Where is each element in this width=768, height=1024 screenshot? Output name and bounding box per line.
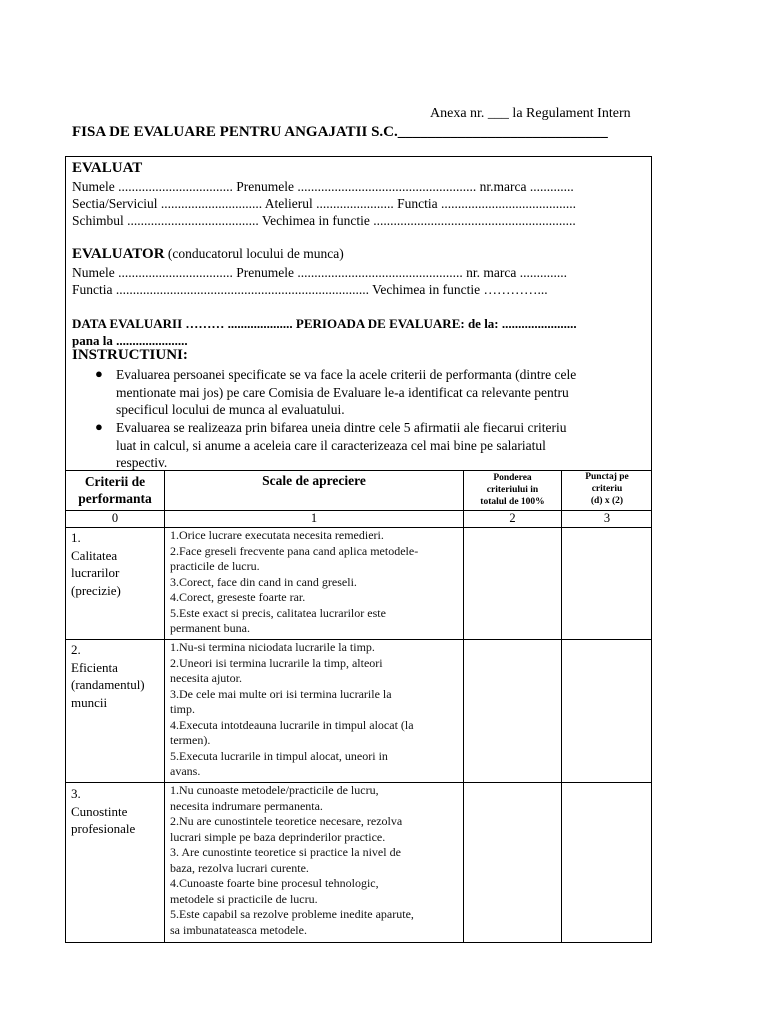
evaluation-dates: DATA EVALUARII ……… .................... PERIOADA DE EVALUARE: de la: .......................: [72, 316, 577, 331]
bullet-icon: ●: [95, 419, 103, 434]
table-column-border: [164, 470, 165, 943]
table-column-border: [463, 470, 464, 943]
evaluator-heading-line: [72, 245, 344, 263]
header-punctaj: Punctaj pe criteriu (d) x (2): [585, 472, 629, 506]
column-number-1: 1: [310, 511, 318, 525]
table-column-border: [561, 470, 562, 943]
evaluation-end-date: pana la ......................: [72, 333, 188, 348]
evaluat-heading: EVALUAT: [72, 160, 143, 176]
evaluator-line-function: Functia ........................................................................... Vechimea in functie …………...: [72, 282, 548, 297]
annex-reference: Anexa nr. ___ la Regulament Intern: [430, 106, 631, 121]
bullet-icon: ●: [95, 366, 103, 381]
evaluator-heading: EVALUATOR: [72, 246, 165, 262]
instructions-heading: INSTRUCTIUNI:: [72, 347, 188, 363]
header-ponderea: Ponderea criteriului in totalul de 100%: [480, 473, 545, 507]
column-number-2: 2: [509, 511, 516, 525]
instruction-bullet-2: Evaluarea se realizeaza prin bifarea uneia dintre cele 5 afirmatii ale fiecarui criteriu luat in calcul, si anume a aceleia care il caracterizeaza cel mai bine pe salariatul respectiv.: [116, 420, 567, 470]
criterion-quality: 1. Calitatea lucrarilor (precizie): [71, 530, 121, 598]
criterion-efficiency: 2. Eficienta (randamentul) muncii: [71, 642, 145, 710]
evaluator-subtitle: (conducatorul locului de munca): [167, 246, 344, 261]
scale-efficiency: 1.Nu-si termina niciodata lucrarile la timp. 2.Uneori isi termina lucrarile la timp, alteori necesita ajutor. 3.De cele mai multe ori isi termina lucrarile la timp. 4.Executa intotdeauna lucrarile in timpul alocat (la termen). 5.Executa lucrarile in timpul alocat, uneori in avans.: [170, 640, 414, 778]
evaluat-line-shift: Schimbul ....................................... Vechimea in functie ............................................................: [72, 213, 576, 228]
instruction-bullet-1: Evaluarea persoanei specificate se va face la acele criterii de performanta (dintre cele mentionate mai jos) pe care Comisia de Evaluare le-a identificat ca relevante pentru specificul locului de munca al evaluatului.: [116, 367, 577, 417]
header-scale: Scale de apreciere: [262, 473, 366, 488]
evaluator-line-name: Numele .................................. Prenumele ................................................. nr. marca ..............: [72, 265, 567, 280]
evaluat-line-department: Sectia/Serviciul .............................. Atelierul ....................... Functia ........................................: [72, 196, 576, 211]
evaluat-line-name: Numele .................................. Prenumele ..................................................... nr.marca .............: [72, 179, 574, 194]
scale-knowledge: 1.Nu cunoaste metodele/practicile de lucru, necesita indrumare permanenta. 2.Nu are cunostintele teoretice necesare, rezolva lucrari simple pe baza deprinderilor practice. 3. Are cunostinte teoretice si practice la nivel de baza, rezolva lucrari curente. 4.Cunoaste foarte bine procesul tehnologic, metodele si practicile de lucru. 5.Este capabil sa rezolve probleme inedite aparute, sa imbunatateasca metodele.: [170, 783, 414, 937]
form-title: FISA DE EVALUARE PENTRU ANGAJATII S.C.____________________________: [72, 124, 608, 140]
column-number-3: 3: [603, 511, 611, 525]
scale-quality: 1.Orice lucrare executata necesita remedieri. 2.Face greseli frecvente pana cand aplica metodele- practicile de lucru. 3.Corect, face din cand in cand greseli. 4.Corect, greseste foarte rar. 5.Este exact si precis, calitatea lucrarilor este permanent buna.: [170, 528, 419, 635]
criterion-knowledge: 3. Cunostinte profesionale: [71, 786, 136, 836]
header-criterii: Criterii de performanta: [78, 474, 152, 506]
column-number-0: 0: [111, 511, 119, 525]
